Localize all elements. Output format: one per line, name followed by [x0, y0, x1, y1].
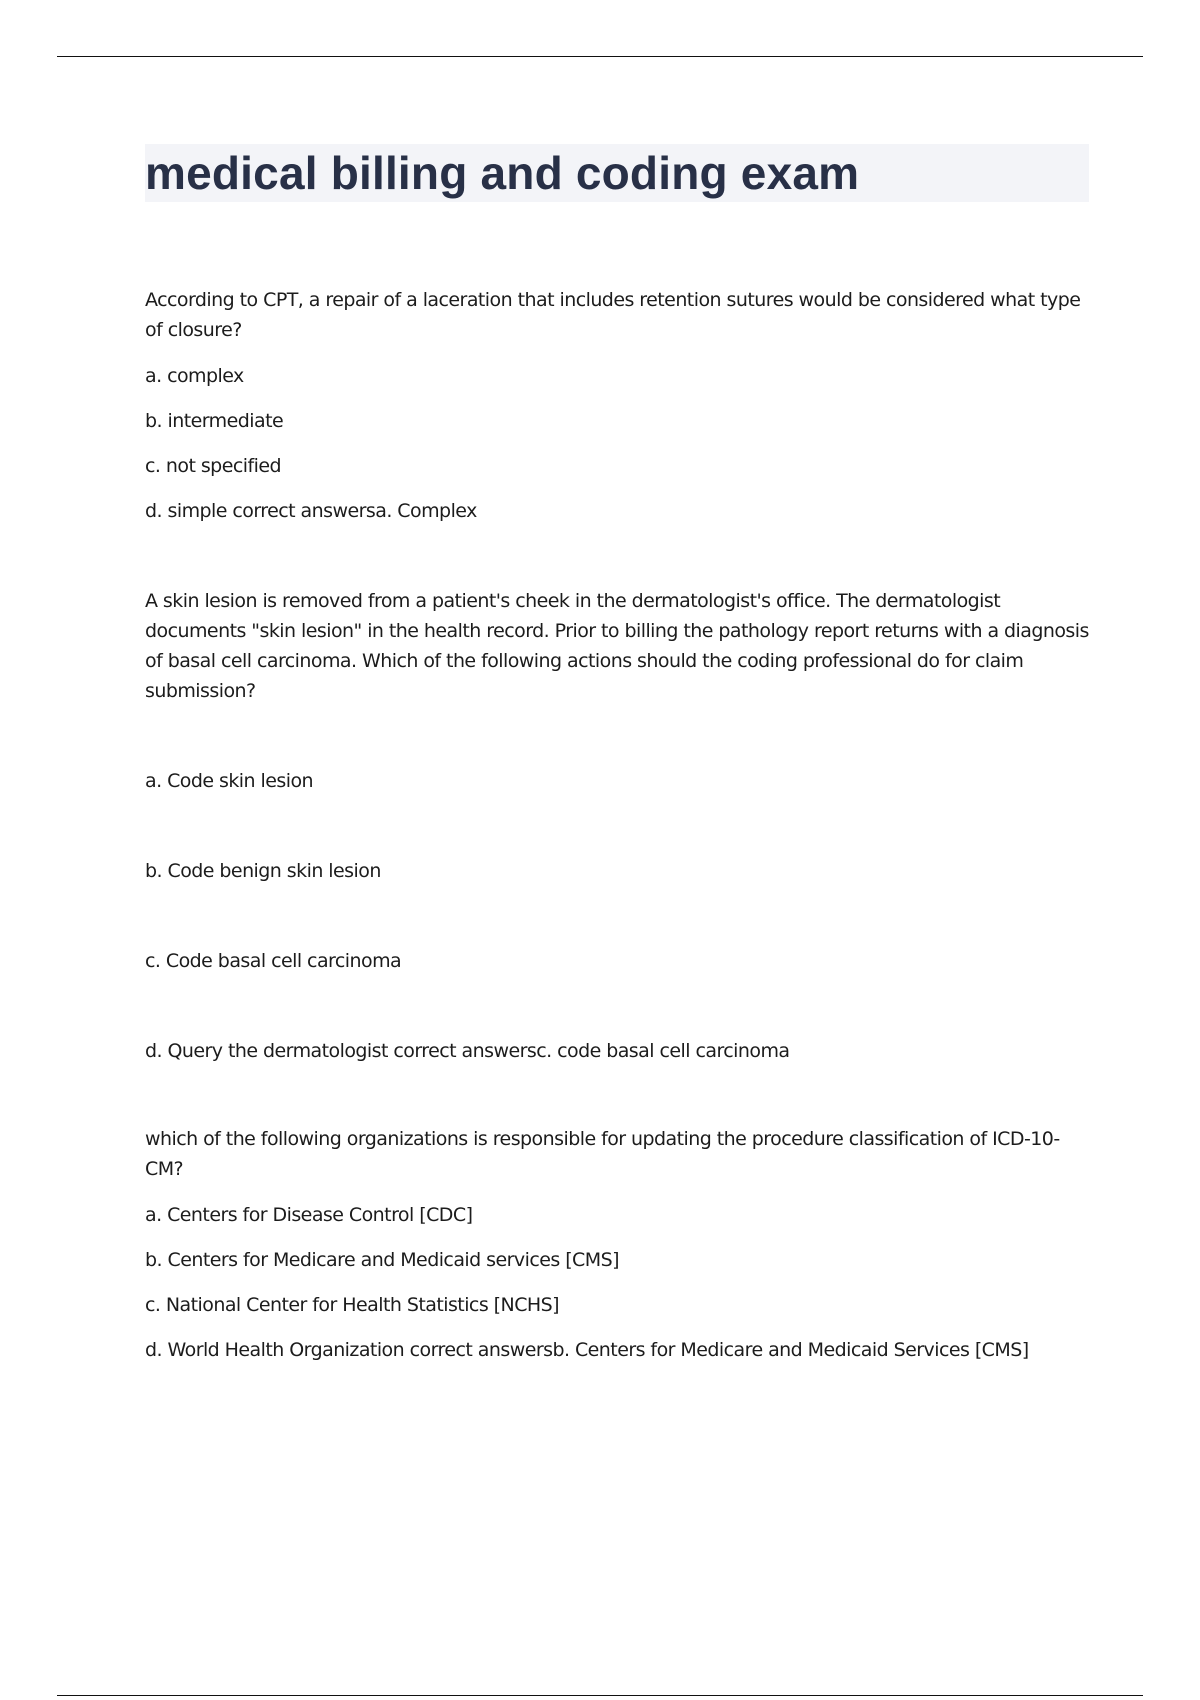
question-text-3: which of the following organizations is responsible for updating the procedure classification of ICD-10-CM? [145, 1128, 1060, 1180]
option-item: c. National Center for Health Statistics [NCHS] [145, 1294, 560, 1316]
question-text-1: According to CPT, a repair of a laceration that includes retention sutures would be considered what type of closure? [145, 289, 1081, 341]
question-block-3 [145, 1124, 1090, 1365]
document-title: medical billing and coding exam [145, 147, 860, 199]
option-item: a. complex [145, 365, 244, 387]
option-item: c. Code basal cell carcinoma [145, 950, 402, 972]
option-item: d. Query the dermatologist correct answersc. code basal cell carcinoma [145, 1040, 790, 1062]
option-item: c. not specified [145, 455, 281, 477]
option-item: d. simple correct answersa. Complex [145, 500, 477, 522]
option-item: d. World Health Organization correct answersb. Centers for Medicare and Medicaid Services [CMS] [145, 1339, 1029, 1361]
question-text-2: A skin lesion is removed from a patient's cheek in the dermatologist's office. The dermatologist documents "skin lesion" in the health record. Prior to billing the pathology report returns with a diagnosis of basal cell carcinoma. Which of the following actions should the coding professional do for claim submission? [145, 590, 1089, 702]
option-item: a. Code skin lesion [145, 770, 314, 792]
option-item: b. intermediate [145, 410, 284, 432]
top-divider [57, 56, 1143, 57]
question-block-2 [145, 586, 1090, 1066]
option-item: b. Code benign skin lesion [145, 860, 381, 882]
question-block-1 [145, 285, 1090, 526]
document-body [145, 144, 1090, 1361]
title-banner [145, 144, 1089, 202]
bottom-divider [57, 1695, 1143, 1696]
option-item: a. Centers for Disease Control [CDC] [145, 1204, 473, 1226]
option-item: b. Centers for Medicare and Medicaid services [CMS] [145, 1249, 619, 1271]
